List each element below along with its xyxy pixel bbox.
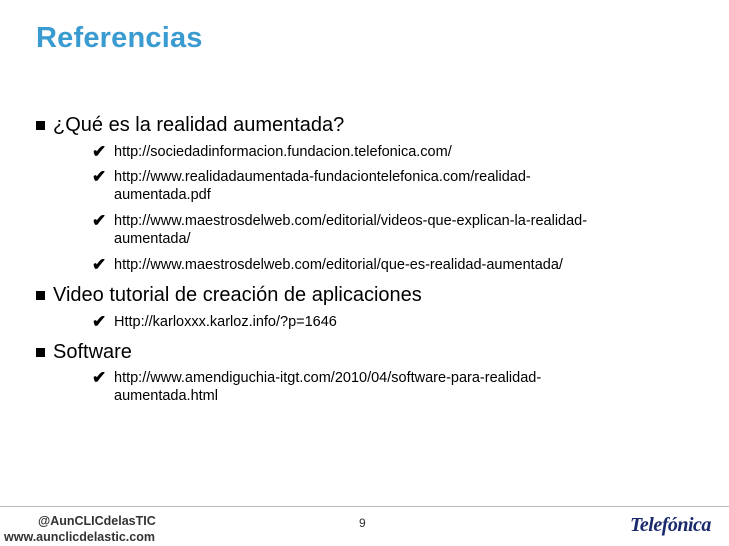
link-item[interactable]: [92, 256, 652, 274]
link-item[interactable]: [92, 168, 652, 204]
footer-handle: @AunCLICdelasTIC: [38, 514, 156, 528]
bullet-text: ¿Qué es la realidad aumentada?: [53, 114, 345, 136]
telefonica-logo: Telefónica: [630, 514, 711, 536]
link-text[interactable]: http://www.maestrosdelweb.com/editorial/que-es-realidad-aumentada/: [114, 257, 563, 273]
square-bullet-icon: [36, 121, 45, 130]
footer-divider: [0, 506, 729, 507]
link-item[interactable]: [92, 212, 652, 248]
link-text[interactable]: [114, 369, 652, 405]
checkmark-icon: ✔: [92, 312, 107, 331]
link-line[interactable]: http://www.maestrosdelweb.com/editorial/videos-que-explican-la-realidad-: [114, 213, 588, 229]
link-line[interactable]: aumentada.html: [114, 388, 218, 404]
bullet-video-tutorial: [36, 284, 422, 306]
checkmark-icon: ✔: [92, 167, 107, 186]
page-number: 9: [359, 516, 366, 530]
link-item[interactable]: [92, 369, 652, 405]
bullet-text: Software: [53, 341, 132, 363]
checkmark-icon: ✔: [92, 142, 107, 161]
link-item[interactable]: [92, 143, 652, 161]
checkmark-icon: ✔: [92, 255, 107, 274]
footer-website: www.aunclicdelastic.com: [4, 530, 155, 544]
bullet-text: Video tutorial de creación de aplicaciones: [53, 284, 422, 306]
link-text[interactable]: http://sociedadinformacion.fundacion.telefonica.com/: [114, 144, 452, 160]
link-line[interactable]: aumentada.pdf: [114, 187, 211, 203]
link-line[interactable]: aumentada/: [114, 231, 191, 247]
link-line[interactable]: http://www.realidadaumentada-fundaciontelefonica.com/realidad-: [114, 169, 531, 185]
square-bullet-icon: [36, 291, 45, 300]
link-text[interactable]: [114, 212, 652, 248]
square-bullet-icon: [36, 348, 45, 357]
slide-title: Referencias: [36, 22, 203, 54]
link-text[interactable]: [114, 168, 652, 204]
checkmark-icon: ✔: [92, 368, 107, 387]
link-item[interactable]: [92, 313, 652, 331]
link-line[interactable]: http://www.amendiguchia-itgt.com/2010/04/software-para-realidad-: [114, 370, 542, 386]
bullet-software: [36, 341, 132, 363]
link-text[interactable]: Http://karloxxx.karloz.info/?p=1646: [114, 314, 337, 330]
bullet-que-es-realidad-aumentada: [36, 114, 344, 136]
checkmark-icon: ✔: [92, 211, 107, 230]
